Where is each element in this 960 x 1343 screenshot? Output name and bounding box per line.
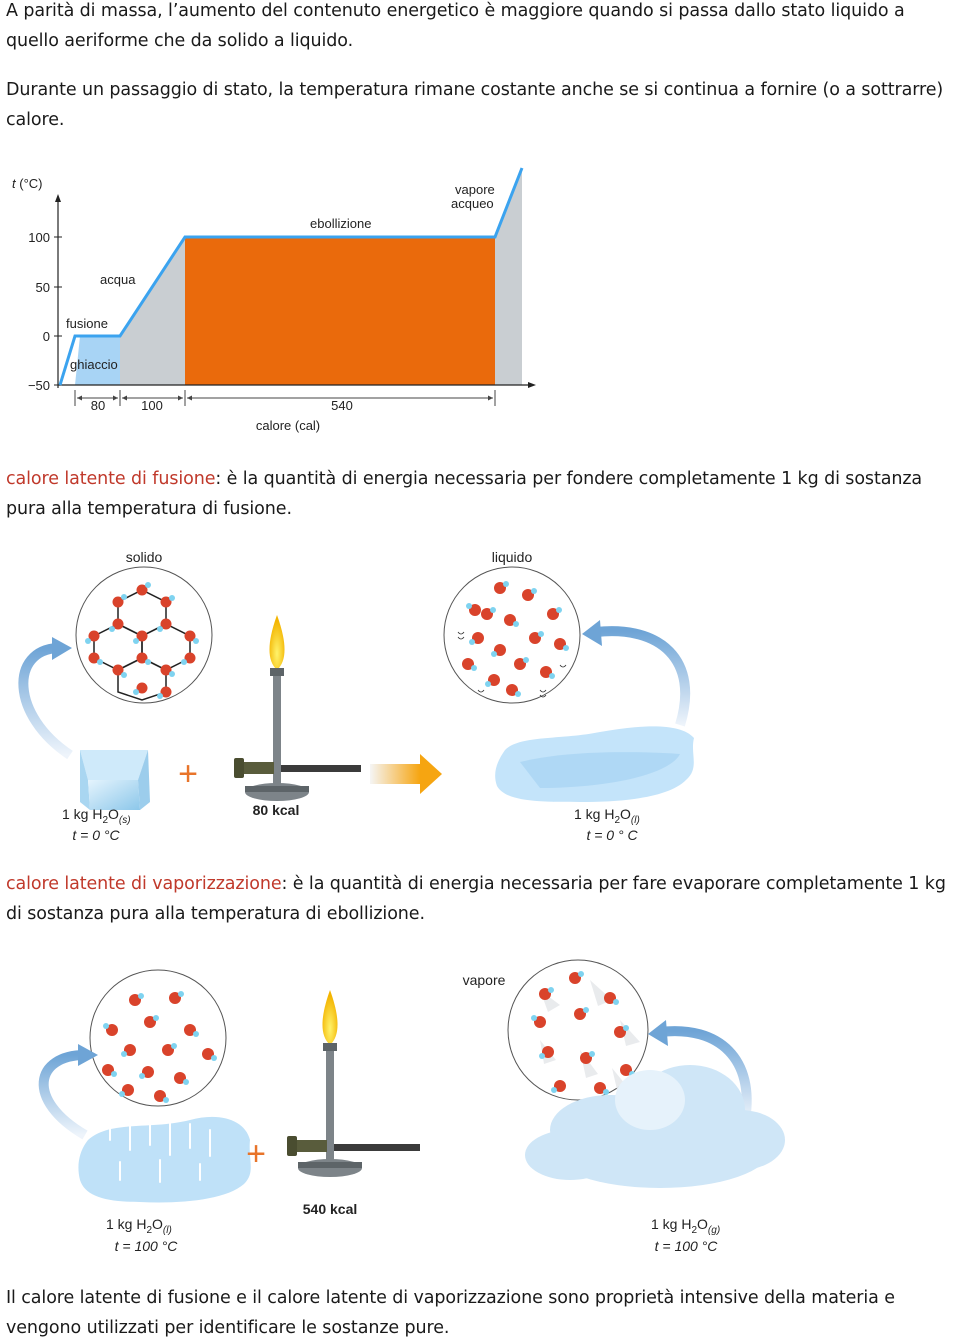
x-interval-label: 540 bbox=[331, 398, 353, 413]
y-tick-label: 0 bbox=[42, 329, 50, 344]
fusion-definition-text: : è la quantità di energia necessaria per fondere completamente 1 kg di sostanza pura alla temperatura di fusione. bbox=[6, 469, 923, 519]
x-interval-label: 80 bbox=[90, 398, 106, 413]
y-tick-label: 100 bbox=[28, 230, 50, 245]
bunsen-burner-icon bbox=[287, 990, 420, 1177]
evaporating-water-icon bbox=[78, 1110, 250, 1202]
curved-arrow-left bbox=[44, 1055, 85, 1135]
x-interval-label: 100 bbox=[141, 398, 163, 413]
y-tick-label: 50 bbox=[35, 280, 50, 295]
plus-sign: + bbox=[246, 1135, 266, 1173]
temperature-left: t = 100 °C bbox=[114, 1238, 178, 1254]
liquid-molecules-circle bbox=[444, 567, 580, 703]
label-ghiaccio: ghiaccio bbox=[70, 357, 118, 372]
y-tick-label: −50 bbox=[27, 378, 50, 393]
paragraph-conclusion: Il calore latente di fusione e il calore latente di vaporizzazione sono proprietà intensive della materia e vengono utilizzati per identificare le sostanze pure. bbox=[6, 1288, 895, 1338]
formula-right: 1 kg $H_2O_{(l)}$ bbox=[574, 806, 640, 826]
label-acqueo: acqueo bbox=[451, 196, 494, 211]
interval-markers bbox=[75, 390, 495, 406]
energy-label: 540 kcal bbox=[302, 1201, 358, 1217]
label-solido: solido bbox=[125, 549, 163, 565]
label-vapore: vapore bbox=[462, 972, 506, 988]
temperature-right: t = 100 °C bbox=[654, 1238, 718, 1254]
heating-curve-chart bbox=[0, 160, 560, 440]
label-liquido: liquido bbox=[491, 549, 533, 565]
energy-label: 80 kcal bbox=[252, 802, 300, 818]
plus-sign: + bbox=[178, 755, 198, 793]
temperature-right: t = 0 ° C bbox=[586, 827, 638, 843]
formula-left: 1 kg $H_2O_{(s)}$ bbox=[62, 806, 131, 826]
paragraph-vaporization-definition bbox=[6, 869, 958, 929]
y-axis-label: t (°C) bbox=[12, 176, 43, 191]
region-acqua bbox=[120, 237, 185, 385]
paragraph-fusion-definition bbox=[6, 464, 958, 524]
curved-arrow-left bbox=[23, 648, 70, 755]
solid-molecules-circle bbox=[76, 567, 212, 703]
ice-block-icon bbox=[80, 750, 150, 810]
vaporization-definition-text: : è la quantità di energia necessaria per fare evaporare completamente 1 kg di sostanza pura alla temperatura di ebollizione. bbox=[6, 874, 946, 924]
label-acqua: acqua bbox=[100, 272, 136, 287]
term-fusion: calore latente di fusione bbox=[6, 469, 216, 489]
label-ebollizione: ebollizione bbox=[310, 216, 372, 231]
x-axis-label: calore (cal) bbox=[255, 418, 321, 433]
water-puddle-icon bbox=[495, 726, 694, 802]
paragraph-energy-comparison: A parità di massa, l’aumento del contenuto energetico è maggiore quando si passa dallo stato liquido a quello aeriforme che da solido a liquido. bbox=[6, 1, 905, 51]
formula-left: 1 kg $H_2O_{(l)}$ bbox=[106, 1216, 172, 1236]
curved-arrow-right bbox=[596, 631, 685, 725]
region-ebollizione bbox=[185, 237, 495, 385]
term-vaporization: calore latente di vaporizzazione bbox=[6, 874, 282, 894]
vaporization-illustration bbox=[0, 950, 960, 1260]
liquid-molecules-circle bbox=[90, 970, 226, 1106]
label-fusione: fusione bbox=[66, 316, 108, 331]
label-vapore: vapore bbox=[455, 182, 495, 197]
transform-arrow-icon bbox=[370, 754, 442, 794]
fusion-illustration bbox=[0, 540, 960, 850]
formula-right: 1 kg $H_2O_{(g)}$ bbox=[651, 1216, 721, 1236]
paragraph-phase-change: Durante un passaggio di stato, la temperatura rimane costante anche se si continua a fornire (o a sottrarre) calore. bbox=[6, 80, 944, 130]
temperature-left: t = 0 °C bbox=[72, 827, 120, 843]
bunsen-burner-icon bbox=[234, 615, 361, 801]
